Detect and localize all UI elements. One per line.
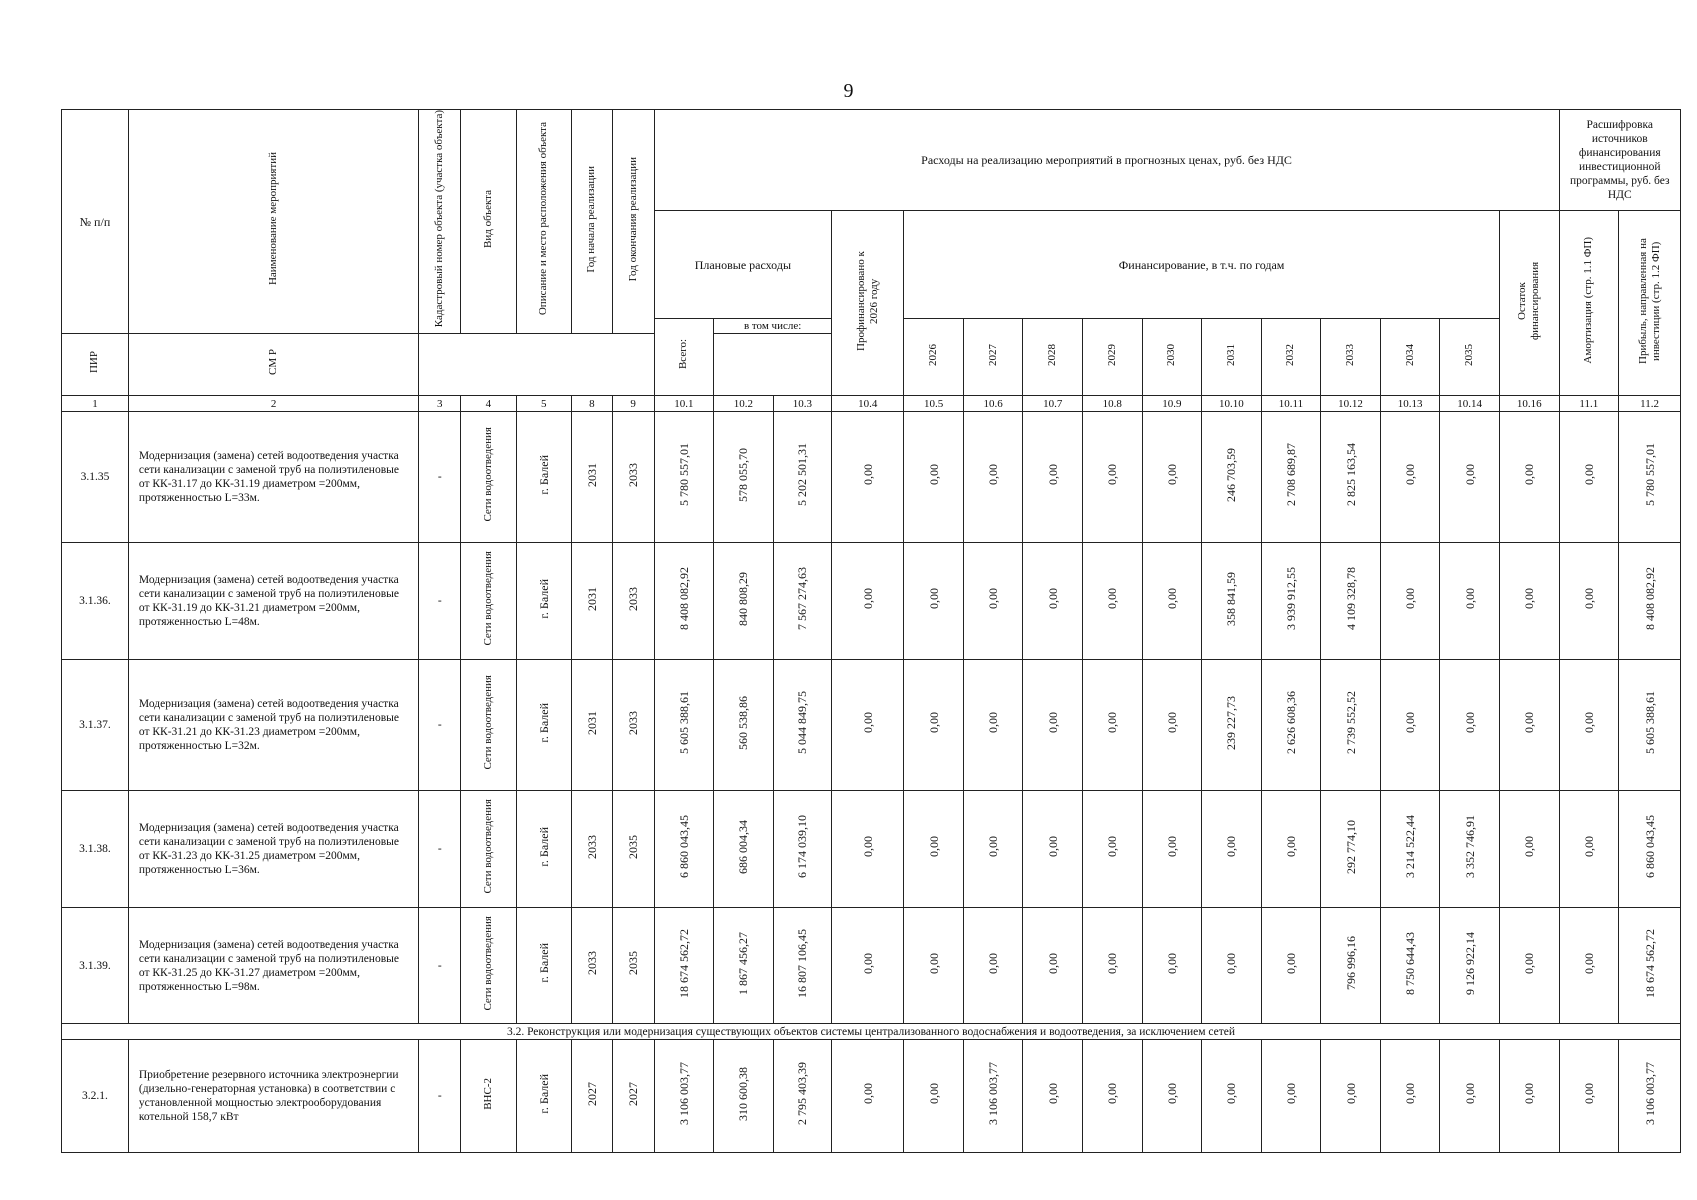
amount-cell: 9 126 922,14 [1440, 908, 1500, 1024]
section-title: 3.2. Реконструкция или модернизация существующих объектов системы централизованного водоснабжения и водоотведения, за исключением сетей [62, 1024, 1681, 1040]
amount-cell: 0,00 [1023, 1040, 1083, 1153]
year-end: 2027 [612, 1040, 654, 1153]
amount-cell: 0,00 [1142, 660, 1202, 791]
amount-cell: 0,00 [1082, 543, 1142, 660]
amount-cell: 0,00 [1261, 908, 1321, 1024]
amount-cell: 1 867 456,27 [714, 908, 774, 1024]
amount-cell: 0,00 [1559, 412, 1619, 543]
header-remainder: Остаток финансирования [1499, 211, 1559, 396]
column-number: 10.16 [1499, 396, 1559, 412]
amount-cell: 0,00 [1023, 412, 1083, 543]
amount-cell: 2 708 689,87 [1261, 412, 1321, 543]
amount-cell: 0,00 [1380, 1040, 1440, 1153]
amount-cell: 3 352 746,91 [1440, 791, 1500, 908]
column-number: 1 [62, 396, 129, 412]
amount-cell: 578 055,70 [714, 412, 774, 543]
amount-cell: 0,00 [1380, 660, 1440, 791]
amount-cell: 0,00 [963, 908, 1023, 1024]
header-including: в том числе: [714, 319, 832, 334]
amount-cell: 0,00 [1499, 791, 1559, 908]
amount-cell: 0,00 [904, 791, 964, 908]
object-location: г. Балей [516, 791, 571, 908]
amount-cell: 8 408 082,92 [654, 543, 714, 660]
amount-cell: 6 860 043,45 [654, 791, 714, 908]
header-financing: Финансирование, в т.ч. по годам [904, 211, 1500, 319]
amount-cell: 0,00 [1142, 791, 1202, 908]
amount-cell: 0,00 [1082, 791, 1142, 908]
measure-name: Модернизация (замена) сетей водоотведения участка сети канализации с заменой труб на полиэтиленовые от КК-31.17 до КК-31.19 диаметром =200мм, протяженностью L=33м. [128, 412, 419, 543]
cadastral-number: - [419, 412, 461, 543]
amount-cell: 0,00 [1559, 908, 1619, 1024]
section-heading-row [62, 1024, 1681, 1040]
amount-cell: 5 780 557,01 [1619, 412, 1681, 543]
amount-cell: 686 004,34 [714, 791, 774, 908]
amount-cell: 0,00 [1082, 660, 1142, 791]
amount-cell: 0,00 [1499, 908, 1559, 1024]
amount-cell: 0,00 [1082, 1040, 1142, 1153]
amount-cell: 0,00 [1499, 1040, 1559, 1153]
amount-cell: 5 605 388,61 [654, 660, 714, 791]
amount-cell: 0,00 [1142, 1040, 1202, 1153]
amount-cell: 840 808,29 [714, 543, 774, 660]
year-end: 2033 [612, 543, 654, 660]
amount-cell: 796 996,16 [1321, 908, 1381, 1024]
column-number: 10.6 [963, 396, 1023, 412]
amount-cell: 3 214 522,44 [1380, 791, 1440, 908]
column-number: 10.2 [714, 396, 774, 412]
header-num: № п/п [62, 110, 129, 334]
table-body [62, 412, 1681, 1153]
year-2026-header: 2026 [904, 319, 964, 396]
amount-cell: 0,00 [1142, 908, 1202, 1024]
column-number: 3 [419, 396, 461, 412]
amount-cell: 5 202 501,31 [773, 412, 832, 543]
column-number: 11.1 [1559, 396, 1619, 412]
row-number: 3.1.38. [62, 791, 129, 908]
amount-cell: 0,00 [1440, 543, 1500, 660]
column-number: 9 [612, 396, 654, 412]
amount-cell: 4 109 328,78 [1321, 543, 1381, 660]
row-number: 3.1.37. [62, 660, 129, 791]
amount-cell: 3 106 003,77 [1619, 1040, 1681, 1153]
year-end: 2035 [612, 791, 654, 908]
amount-cell: 0,00 [832, 412, 904, 543]
amount-cell: 0,00 [832, 660, 904, 791]
amount-cell: 560 538,86 [714, 660, 774, 791]
amount-cell: 2 825 163,54 [1321, 412, 1381, 543]
amount-cell: 2 739 552,52 [1321, 660, 1381, 791]
year-2028-header: 2028 [1023, 319, 1083, 396]
amount-cell: 0,00 [1321, 1040, 1381, 1153]
column-number: 10.3 [773, 396, 832, 412]
amount-cell: 3 106 003,77 [963, 1040, 1023, 1153]
amount-cell: 0,00 [1142, 412, 1202, 543]
amount-cell: 0,00 [1261, 1040, 1321, 1153]
object-type: Сети водоотведения [461, 908, 516, 1024]
column-number: 11.2 [1619, 396, 1681, 412]
amount-cell: 18 674 562,72 [654, 908, 714, 1024]
page-number: 9 [843, 80, 854, 102]
table-row [62, 660, 1681, 791]
year-2029-header: 2029 [1082, 319, 1142, 396]
amount-cell: 3 939 912,55 [1261, 543, 1321, 660]
table-row [62, 412, 1681, 543]
amount-cell: 0,00 [1202, 908, 1262, 1024]
amount-cell: 8 408 082,92 [1619, 543, 1681, 660]
amount-cell: 3 106 003,77 [654, 1040, 714, 1153]
amount-cell: 0,00 [1499, 543, 1559, 660]
year-start: 2033 [571, 791, 612, 908]
amount-cell: 0,00 [1440, 660, 1500, 791]
amount-cell: 358 841,59 [1202, 543, 1262, 660]
row-number: 3.2.1. [62, 1040, 129, 1153]
amount-cell: 0,00 [1023, 908, 1083, 1024]
amount-cell: 0,00 [1380, 412, 1440, 543]
amount-cell: 292 774,10 [1321, 791, 1381, 908]
object-location: г. Балей [516, 660, 571, 791]
amount-cell: 0,00 [1440, 412, 1500, 543]
amount-cell: 0,00 [832, 791, 904, 908]
amount-cell: 2 795 403,39 [773, 1040, 832, 1153]
amount-cell: 0,00 [1202, 791, 1262, 908]
amount-cell: 310 600,38 [714, 1040, 774, 1153]
header-smr: СМ Р [128, 334, 419, 396]
year-2034-header: 2034 [1380, 319, 1440, 396]
amount-cell: 0,00 [904, 908, 964, 1024]
year-2032-header: 2032 [1261, 319, 1321, 396]
header-location: Описание и место расположения объекта [516, 110, 571, 334]
object-location: г. Балей [516, 543, 571, 660]
object-location: г. Балей [516, 908, 571, 1024]
column-number: 10.11 [1261, 396, 1321, 412]
amount-cell: 0,00 [963, 412, 1023, 543]
year-end: 2033 [612, 412, 654, 543]
amount-cell: 0,00 [963, 660, 1023, 791]
column-number: 2 [128, 396, 419, 412]
object-type: Сети водоотведения [461, 660, 516, 791]
year-start: 2033 [571, 908, 612, 1024]
header-cadastral: Кадастровый номер объекта (участка объекта) [419, 110, 461, 334]
amount-cell: 0,00 [1023, 543, 1083, 660]
object-type: Сети водоотведения [461, 412, 516, 543]
table-row [62, 908, 1681, 1024]
year-2027-header: 2027 [963, 319, 1023, 396]
amount-cell: 0,00 [904, 543, 964, 660]
object-location: г. Балей [516, 412, 571, 543]
amount-cell: 0,00 [1559, 1040, 1619, 1153]
header-amortization: Амортизация (стр. 1.1 ФП) [1559, 211, 1619, 396]
amount-cell: 18 674 562,72 [1619, 908, 1681, 1024]
object-type: ВНС-2 [461, 1040, 516, 1153]
header-year-end: Год окончания реализации [612, 110, 654, 334]
year-end: 2033 [612, 660, 654, 791]
amount-cell: 0,00 [1261, 791, 1321, 908]
amount-cell: 239 227,73 [1202, 660, 1262, 791]
year-start: 2031 [571, 660, 612, 791]
amount-cell: 0,00 [1082, 908, 1142, 1024]
measure-name: Модернизация (замена) сетей водоотведения участка сети канализации с заменой труб на полиэтиленовые от КК-31.19 до КК-31.21 диаметром =200мм, протяженностью L=48м. [128, 543, 419, 660]
header-profit: Прибыль, направленная на инвестиции (стр. 1.2 ФП) [1619, 211, 1681, 396]
amount-cell: 0,00 [1499, 412, 1559, 543]
table-row [62, 791, 1681, 908]
row-number: 3.1.35 [62, 412, 129, 543]
column-number: 4 [461, 396, 516, 412]
amount-cell: 0,00 [963, 791, 1023, 908]
year-start: 2027 [571, 1040, 612, 1153]
table-row [62, 543, 1681, 660]
year-2033-header: 2033 [1321, 319, 1381, 396]
column-number: 10.9 [1142, 396, 1202, 412]
column-number: 10.13 [1380, 396, 1440, 412]
measure-name: Модернизация (замена) сетей водоотведения участка сети канализации с заменой труб на полиэтиленовые от КК-31.23 до КК-31.25 диаметром =200мм, протяженностью L=36м. [128, 791, 419, 908]
column-number: 10.1 [654, 396, 714, 412]
column-number: 10.5 [904, 396, 964, 412]
amount-cell: 0,00 [904, 412, 964, 543]
amount-cell: 2 626 608,36 [1261, 660, 1321, 791]
amount-cell: 5 044 849,75 [773, 660, 832, 791]
amount-cell: 0,00 [1023, 791, 1083, 908]
amount-cell: 0,00 [1499, 660, 1559, 791]
cadastral-number: - [419, 908, 461, 1024]
measure-name: Модернизация (замена) сетей водоотведения участка сети канализации с заменой труб на полиэтиленовые от КК-31.25 до КК-31.27 диаметром =200мм, протяженностью L=98м. [128, 908, 419, 1024]
amount-cell: 0,00 [1082, 412, 1142, 543]
cadastral-number: - [419, 1040, 461, 1153]
column-number: 10.10 [1202, 396, 1262, 412]
column-number: 10.4 [832, 396, 904, 412]
header-total: Всего: [654, 319, 714, 396]
amount-cell: 5 605 388,61 [1619, 660, 1681, 791]
amount-cell: 0,00 [1202, 1040, 1262, 1153]
header-expenses: Расходы на реализацию мероприятий в прогнозных ценах, руб. без НДС [654, 110, 1559, 211]
header-prefinanced: Профинансировано к 2026 году [832, 211, 904, 396]
amount-cell: 246 703,59 [1202, 412, 1262, 543]
row-number: 3.1.39. [62, 908, 129, 1024]
amount-cell: 0,00 [1142, 543, 1202, 660]
column-number: 10.12 [1321, 396, 1381, 412]
row-number: 3.1.36. [62, 543, 129, 660]
column-number: 10.14 [1440, 396, 1500, 412]
object-location: г. Балей [516, 1040, 571, 1153]
header-name: Наименование мероприятий [128, 110, 419, 334]
year-2030-header: 2030 [1142, 319, 1202, 396]
amount-cell: 0,00 [1559, 543, 1619, 660]
table-row [62, 1040, 1681, 1153]
object-type: Сети водоотведения [461, 543, 516, 660]
amount-cell: 6 174 039,10 [773, 791, 832, 908]
header-year-start: Год начала реализации [571, 110, 612, 334]
cadastral-number: - [419, 791, 461, 908]
year-start: 2031 [571, 543, 612, 660]
amount-cell: 0,00 [904, 1040, 964, 1153]
amount-cell: 5 780 557,01 [654, 412, 714, 543]
amount-cell: 0,00 [832, 1040, 904, 1153]
amount-cell: 0,00 [1559, 660, 1619, 791]
amount-cell: 0,00 [1023, 660, 1083, 791]
amount-cell: 16 807 106,45 [773, 908, 832, 1024]
column-number: 10.7 [1023, 396, 1083, 412]
amount-cell: 0,00 [832, 543, 904, 660]
column-number: 5 [516, 396, 571, 412]
year-end: 2035 [612, 908, 654, 1024]
amount-cell: 0,00 [1380, 543, 1440, 660]
amount-cell: 6 860 043,45 [1619, 791, 1681, 908]
header-planned: Плановые расходы [654, 211, 832, 319]
amount-cell: 7 567 274,63 [773, 543, 832, 660]
column-number: 8 [571, 396, 612, 412]
column-number-row [62, 396, 1681, 412]
cadastral-number: - [419, 543, 461, 660]
header-pir: ПИР [62, 334, 129, 396]
amount-cell: 0,00 [1559, 791, 1619, 908]
column-number: 10.8 [1082, 396, 1142, 412]
amount-cell: 0,00 [1440, 1040, 1500, 1153]
header-sources: Расшифровка источников финансирования инвестиционной программы, руб. без НДС [1559, 110, 1680, 211]
amount-cell: 0,00 [963, 543, 1023, 660]
year-2031-header: 2031 [1202, 319, 1262, 396]
amount-cell: 0,00 [904, 660, 964, 791]
amount-cell: 8 750 644,43 [1380, 908, 1440, 1024]
header-object-type: Вид объекта [461, 110, 516, 334]
amount-cell: 0,00 [832, 908, 904, 1024]
year-start: 2031 [571, 412, 612, 543]
object-type: Сети водоотведения [461, 791, 516, 908]
measure-name: Приобретение резервного источника электроэнергии (дизельно-генераторная установка) в соответствии с установленной мощностью электрооборудования котельной 158,7 кВт [128, 1040, 419, 1153]
investment-table [61, 109, 1681, 1153]
table-header [62, 110, 1681, 412]
measure-name: Модернизация (замена) сетей водоотведения участка сети канализации с заменой труб на полиэтиленовые от КК-31.21 до КК-31.23 диаметром =200мм, протяженностью L=32м. [128, 660, 419, 791]
cadastral-number: - [419, 660, 461, 791]
year-2035-header: 2035 [1440, 319, 1500, 396]
